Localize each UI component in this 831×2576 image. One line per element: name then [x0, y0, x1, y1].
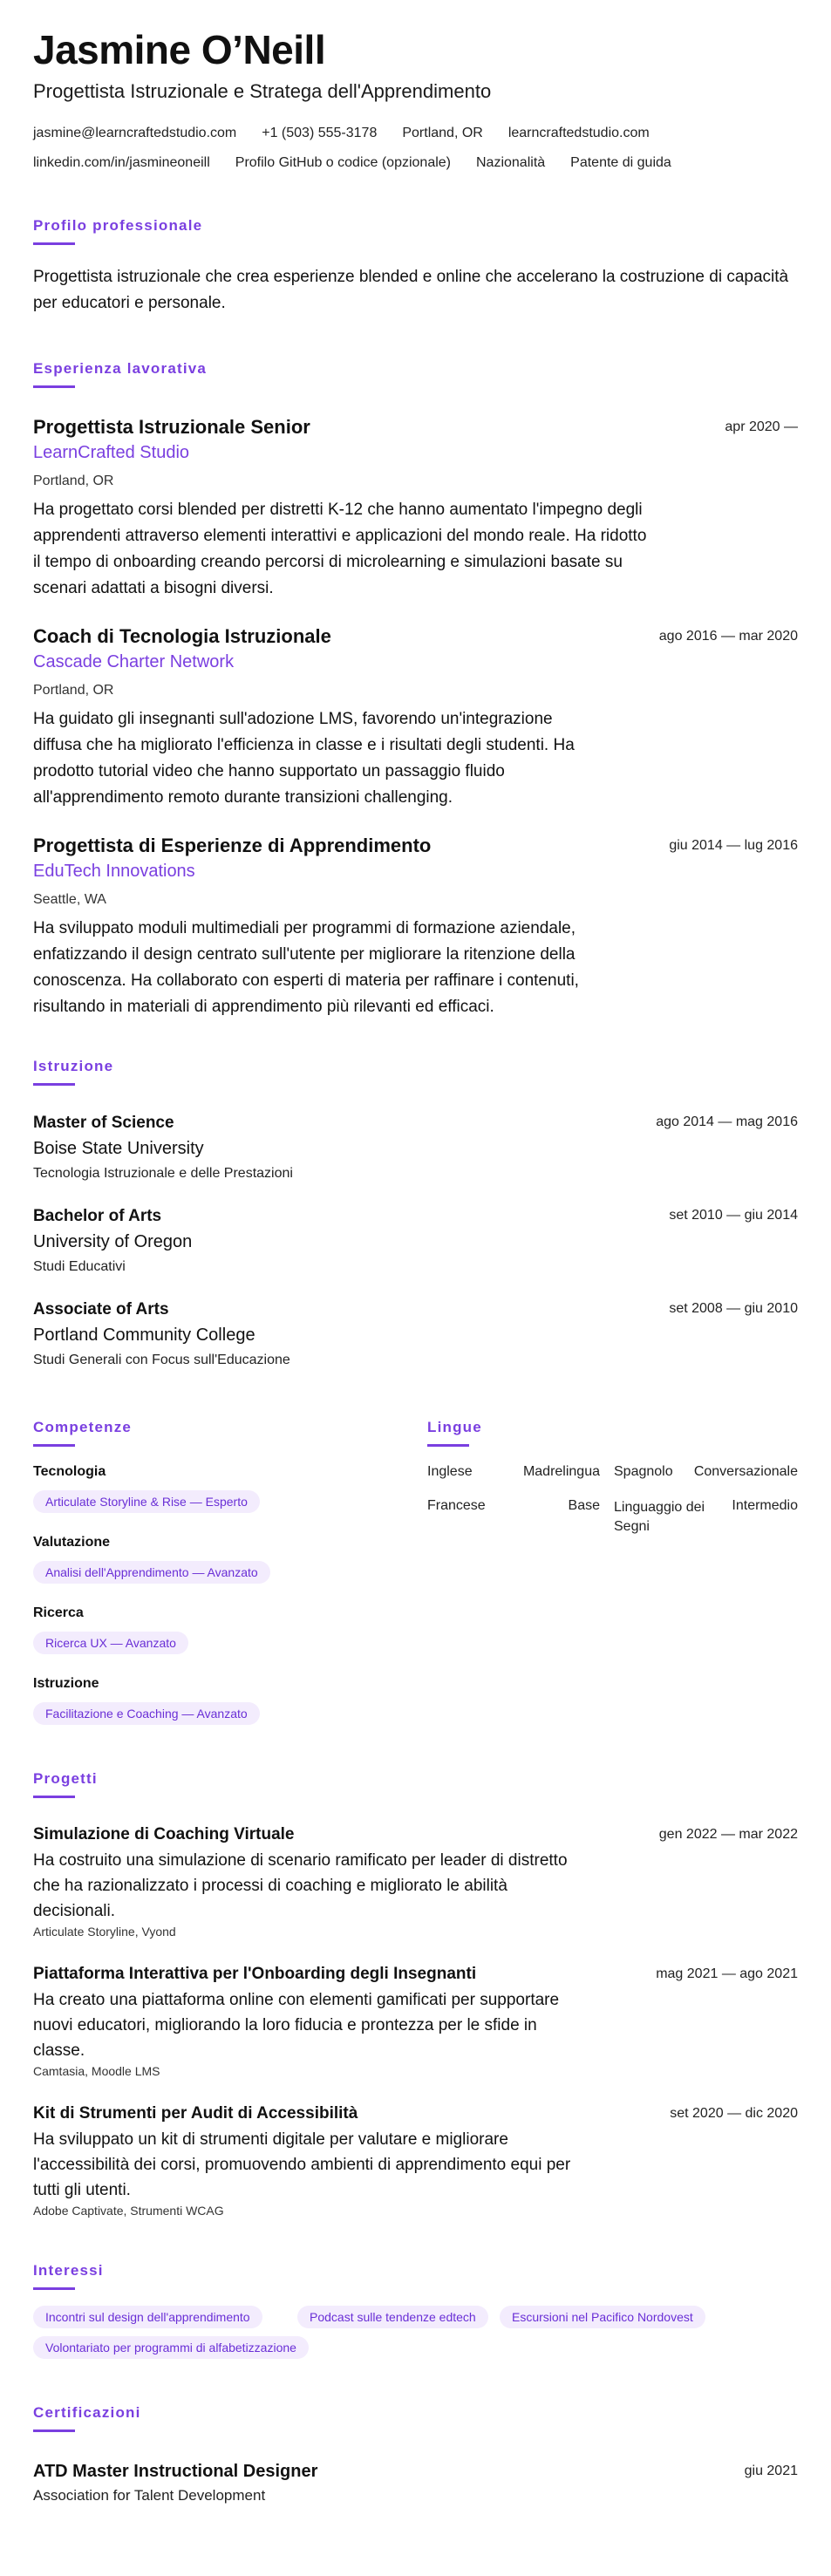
location-text: Portland, OR: [402, 126, 483, 140]
education-degree: Master of Science: [33, 1114, 174, 1132]
interest-tag: Escursioni nel Pacifico Nordovest: [500, 2306, 705, 2328]
candidate-headline: Progettista Istruzionale e Stratega dell'Apprendimento: [33, 80, 492, 102]
language-level: Base: [568, 1498, 600, 1513]
job-company: EduTech Innovations: [33, 862, 195, 881]
skill-category: Ricerca: [33, 1605, 84, 1620]
skill-category: Valutazione: [33, 1535, 111, 1550]
skill-category: Tecnologia: [33, 1464, 106, 1479]
section-divider: [33, 1796, 75, 1798]
skill-tag: Analisi dell'Apprendimento — Avanzato: [33, 1561, 270, 1584]
job-dates: apr 2020 —: [725, 419, 798, 434]
education-school: Portland Community College: [33, 1325, 255, 1345]
contact-row-1: [33, 126, 798, 141]
education-field: Studi Educativi: [33, 1259, 126, 1274]
driving-license-text: Patente di guida: [570, 155, 671, 170]
language-level: Madrelingua: [522, 1464, 600, 1479]
education-degree: Associate of Arts: [33, 1300, 169, 1319]
job-location: Portland, OR: [33, 683, 114, 698]
language-name: Linguaggio dei Segni: [614, 1500, 705, 1534]
language-level: Intermedio: [732, 1498, 798, 1513]
section-divider: [33, 242, 75, 245]
skill-tag: Ricerca UX — Avanzato: [33, 1632, 188, 1654]
job-location: Seattle, WA: [33, 892, 106, 907]
project-title: Kit di Strumenti per Audit di Accessibilità: [33, 2104, 358, 2123]
education-dates: ago 2014 — mag 2016: [656, 1114, 798, 1129]
section-title-skills: Competenze: [33, 1419, 133, 1435]
project-description: Ha costruito una simulazione di scenario ramificato per leader di distretto che ha razionalizzato i processi di coaching e migliorato le abilità decisionali.: [33, 1851, 568, 1920]
section-title-education: Istruzione: [33, 1058, 114, 1074]
certification-issuer: Association for Talent Development: [33, 2487, 266, 2504]
education-school: Boise State University: [33, 1139, 204, 1158]
linkedin-link[interactable]: linkedin.com/in/jasmineoneill: [33, 155, 210, 170]
job-description: Ha progettato corsi blended per distretti K-12 che hanno aumentato l'impegno degli apprendenti attraverso elementi interattivi e applicazioni del mondo reale. Ha ridotto il tempo di onboarding creando percorsi di microlearning e simulazioni basate su scenari adattati a bisogni diversi.: [33, 501, 647, 597]
certification-date: giu 2021: [744, 2464, 798, 2478]
certification-title: ATD Master Instructional Designer: [33, 2462, 318, 2481]
project-title: Piattaforma Interattiva per l'Onboarding degli Insegnanti: [33, 1965, 477, 1983]
interest-tag: Volontariato per programmi di alfabetizzazione: [33, 2336, 309, 2359]
project-description: Ha creato una piattaforma online con elementi gamificati per supportare nuovi educatori, migliorando la loro fiducia e prontezza per le sfide in classe.: [33, 1991, 560, 2060]
education-degree: Bachelor of Arts: [33, 1207, 162, 1225]
section-divider: [33, 1444, 75, 1447]
language-name: Francese: [427, 1498, 486, 1513]
skill-tag: Facilitazione e Coaching — Avanzato: [33, 1702, 260, 1725]
candidate-name: Jasmine O’Neill: [33, 27, 326, 72]
phone-text: +1 (503) 555-3178: [262, 126, 378, 140]
website-link[interactable]: learncraftedstudio.com: [507, 126, 650, 140]
github-link[interactable]: Profilo GitHub o codice (opzionale): [235, 155, 451, 170]
section-title-experience: Esperienza lavorativa: [33, 360, 208, 377]
job-company: Cascade Charter Network: [33, 652, 235, 671]
education-field: Tecnologia Istruzionale e delle Prestazioni: [33, 1166, 293, 1181]
project-tools: Adobe Captivate, Strumenti WCAG: [33, 2204, 224, 2218]
job-dates: giu 2014 — lug 2016: [669, 838, 798, 853]
section-divider: [33, 385, 75, 388]
job-description: Ha sviluppato moduli multimediali per programmi di formazione aziendale, enfatizzando il design centrato sull'utente per migliorare la ritenzione della conoscenza. Ha collaborato con esperti di materia per raffinare i contenuti, risultando in materiali di apprendimento più rilevanti ed efficaci.: [33, 919, 579, 1016]
job-location: Portland, OR: [33, 474, 114, 488]
section-divider: [33, 2287, 75, 2290]
section-divider: [427, 1444, 469, 1447]
project-tools: Articulate Storyline, Vyond: [33, 1925, 176, 1939]
job-company: LearnCrafted Studio: [33, 443, 190, 462]
education-dates: set 2008 — giu 2010: [669, 1301, 798, 1316]
language-level: Conversazionale: [693, 1464, 798, 1479]
skill-tag: Articulate Storyline & Rise — Esperto: [33, 1490, 260, 1513]
section-title-certifications: Certificazioni: [33, 2404, 141, 2421]
section-divider: [33, 1083, 75, 1086]
interest-tag: Podcast sulle tendenze edtech: [297, 2306, 488, 2328]
profile-summary: Progettista istruzionale che crea esperienze blended e online che accelerano la costruzione di capacità per educatori e personale.: [33, 268, 789, 312]
nationality-text: Nazionalità: [476, 155, 546, 170]
project-dates: gen 2022 — mar 2022: [658, 1827, 798, 1842]
email-link[interactable]: jasmine@learncraftedstudio.com: [33, 126, 237, 140]
education-dates: set 2010 — giu 2014: [669, 1208, 798, 1223]
contact-row-2: [33, 155, 798, 171]
job-description: Ha guidato gli insegnanti sull'adozione LMS, favorendo un'integrazione diffusa che ha migliorato l'efficienza in classe e i risultati degli studenti. Ha prodotto tutorial video che hanno supportato un passaggio fluido all'apprendimento remoto durante transizioni challenging.: [33, 710, 575, 807]
language-name: Inglese: [427, 1464, 473, 1479]
project-dates: set 2020 — dic 2020: [670, 2106, 798, 2121]
project-tools: Camtasia, Moodle LMS: [33, 2064, 160, 2078]
section-divider: [33, 2429, 75, 2432]
education-school: University of Oregon: [33, 1232, 193, 1251]
project-title: Simulazione di Coaching Virtuale: [33, 1825, 295, 1843]
skill-category: Istruzione: [33, 1676, 99, 1691]
interest-tag: Incontri sul design dell'apprendimento: [33, 2306, 262, 2328]
job-role: Coach di Tecnologia Istruzionale: [33, 625, 331, 647]
job-role: Progettista di Esperienze di Apprendimento: [33, 835, 432, 856]
section-title-projects: Progetti: [33, 1770, 98, 1787]
education-field: Studi Generali con Focus sull'Educazione: [33, 1353, 290, 1367]
section-title-languages: Lingue: [427, 1419, 482, 1435]
project-description: Ha sviluppato un kit di strumenti digitale per valutare e migliorare l'accessibilità dei corsi, promuovendo ambienti di apprendimento equi per tutti gli utenti.: [33, 2130, 571, 2199]
project-dates: mag 2021 — ago 2021: [656, 1966, 798, 1981]
section-title-profile: Profilo professionale: [33, 217, 203, 234]
section-title-interests: Interessi: [33, 2262, 104, 2279]
job-role: Progettista Istruzionale Senior: [33, 416, 310, 438]
job-dates: ago 2016 — mar 2020: [658, 629, 798, 644]
language-name: Spagnolo: [614, 1464, 673, 1479]
